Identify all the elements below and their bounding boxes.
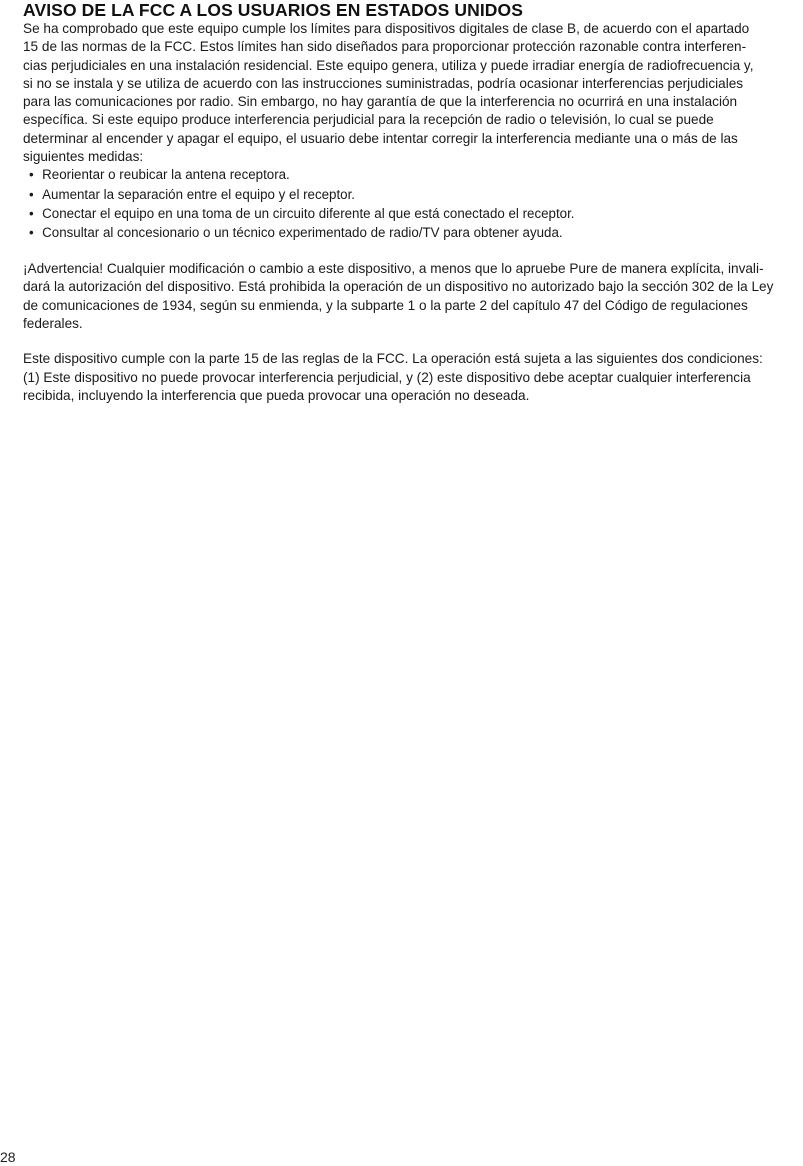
list-item-text: Aumentar la separación entre el equipo y el receptor. [42,186,356,203]
text-line: Se ha comprobado que este equipo cumple los límites para dispositivos digitales de clase B, de acuerdo con el apartado [23,21,750,36]
text-line: dará la autorización del dispositivo. Está prohibida la operación de un dispositivo no autorizado bajo la sección 302 de la Ley [23,279,774,295]
text-line: recibida, incluyendo la interferencia que pueda provocar una operación no deseada. [23,387,530,403]
page-title: AVISO DE LA FCC A LOS USUARIOS EN ESTADOS UNIDOS [23,0,524,20]
list-item-text: Conectar el equipo en una toma de un circuito diferente al que está conectado el receptor. [42,205,575,222]
text-line: cias perjudiciales en una instalación residencial. Este equipo genera, utiliza y puede irradiar energía de radiofrecuencia y, [23,57,754,73]
measures-list [23,166,798,243]
text-line: para las comunicaciones por radio. Sin embargo, no hay garantía de que la interferencia no ocurrirá en una instalación [23,94,738,110]
text-line: 15 de las normas de la FCC. Estos límites han sido diseñados para proporcionar protección razonable contra interferen- [23,39,747,55]
spacer [23,333,798,350]
text-line: de comunicaciones de 1934, según su enmienda, y la subparte 1 o la parte 2 del capítulo 47 del Código de regulaciones [23,297,748,313]
text-line: determinar al encender y apagar el equipo, el usuario debe intentar corregir la interferencia mediante una o más de las [23,130,738,146]
document-page [23,0,798,405]
fcc-compliance-paragraph [23,20,798,166]
text-line: Este dispositivo cumple con la parte 15 de las reglas de la FCC. La operación está sujeta a las siguientes dos condiciones: [23,351,763,367]
list-item-text: Consultar al concesionario o un técnico experimentado de radio/TV para obtener ayuda. [42,224,563,241]
part15-conditions-paragraph [23,350,798,405]
spacer [23,243,798,260]
list-item-text: Reorientar o reubicar la antena receptora. [42,167,290,184]
text-line: ¡Advertencia! Cualquier modificación o cambio a este dispositivo, a menos que lo apruebe Pure de manera explícita, invali- [23,261,764,277]
page-number: 28 [0,1149,16,1165]
text-line: (1) Este dispositivo no puede provocar interferencia perjudicial, y (2) este dispositivo debe aceptar cualquier interferencia [23,369,751,385]
text-line: siguientes medidas: [23,149,144,165]
bullet-icon: • [29,224,34,241]
bullet-icon: • [29,186,34,203]
text-line: federales. [23,316,83,332]
bullet-icon: • [29,205,34,222]
text-line: específica. Si este equipo produce interferencia perjudicial para la recepción de radio o televisión, lo cual se puede [23,112,714,128]
list-item [29,166,752,185]
bullet-icon: • [29,167,34,184]
text-line: si no se instala y se utiliza de acuerdo con las instrucciones suministradas, podría ocasionar interferencias perjudiciales [23,75,744,91]
list-item [29,224,752,243]
list-item [29,205,752,224]
warning-paragraph [23,260,798,333]
list-item [29,186,752,205]
